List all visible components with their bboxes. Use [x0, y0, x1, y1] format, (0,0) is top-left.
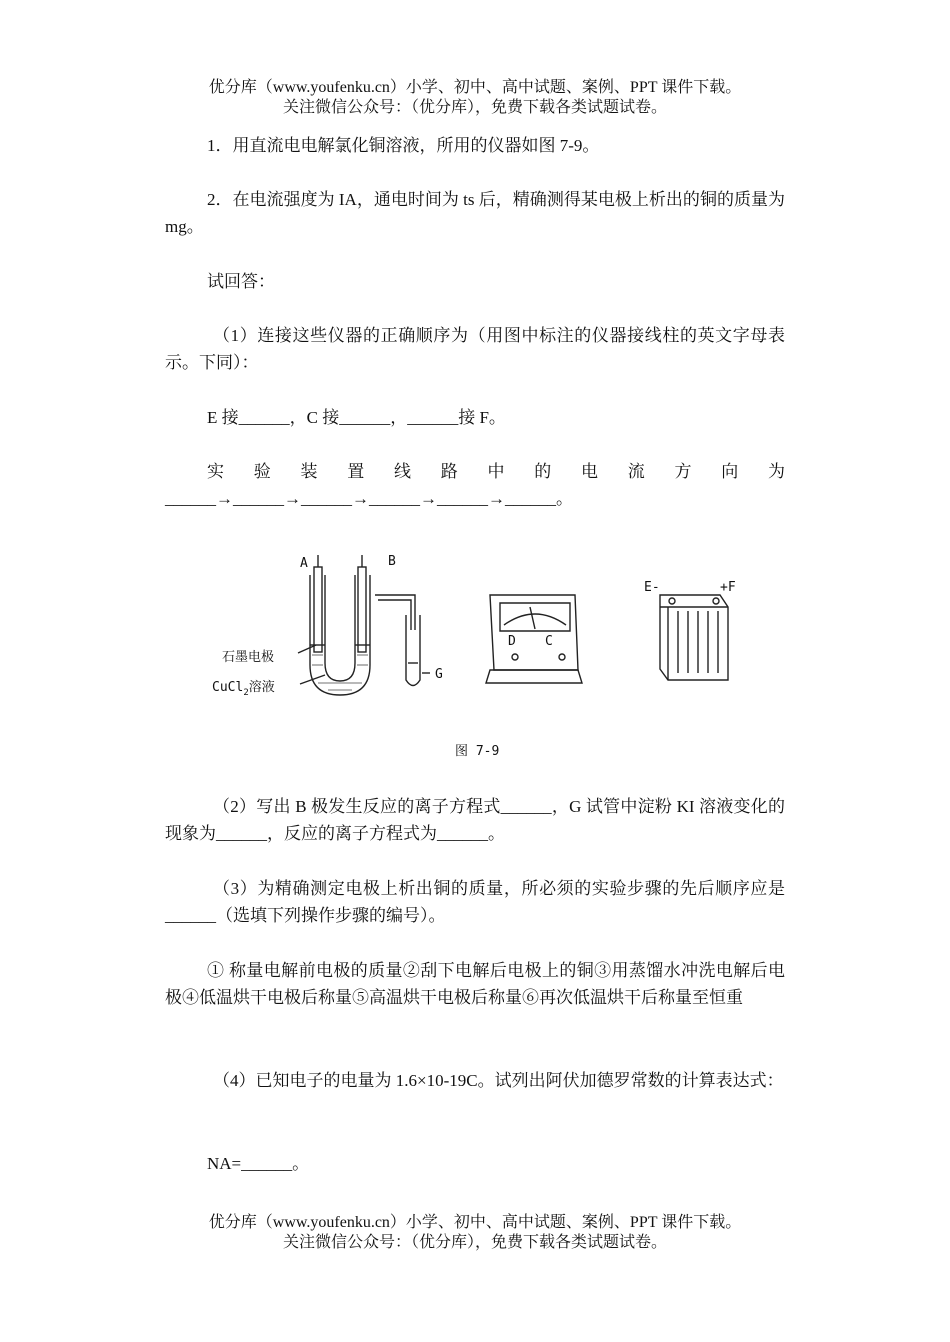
question-3: （3）为精确测定电极上析出铜的质量，所必须的实验步骤的先后顺序应是______（选填下列操作步骤的编号）。: [165, 879, 785, 925]
label-e: E-: [644, 580, 660, 595]
u-tube-inner: [325, 575, 355, 681]
label-b: B: [388, 554, 396, 569]
header-line-1: 优分库（www.youfenku.cn）小学、初中、高中试题、案例、PPT 课件下载。: [208, 79, 742, 96]
footer-line-1: 优分库（www.youfenku.cn）小学、初中、高中试题、案例、PPT 课件下载。: [208, 1214, 742, 1231]
paragraph-2: 2．在电流强度为 IA，通电时间为 ts 后，精确测得某电极上析出的铜的质量为 mg。: [165, 190, 785, 236]
label-d: D: [508, 634, 516, 649]
label-cucl2-subscript: 2: [243, 688, 249, 698]
label-solution: 溶液: [248, 680, 275, 695]
label-f: +F: [720, 580, 736, 595]
question-4-blank: NA=______。: [207, 1154, 310, 1173]
question-1: （1）连接这些仪器的正确顺序为（用图中标注的仪器接线柱的英文字母表示。下同）：: [165, 326, 785, 372]
figure-7-9: [200, 545, 760, 765]
label-a: A: [300, 556, 308, 571]
label-graphite-electrode: 石墨电极: [222, 650, 275, 665]
question-1-blank-1: E 接______，C 接______，______接 F。: [207, 408, 506, 427]
figure-caption: 图 7-9: [455, 744, 500, 759]
question-3-steps: ① 称量电解前电极的质量②刮下电解后电极上的铜③用蒸馏水冲洗电解后电极④低温烘干电极后称量⑤高温烘干电极后称量⑥再次低温烘干后称量至恒重: [165, 961, 785, 1007]
footer-line-2: 关注微信公众号：（优分库），免费下载各类试题试卷。: [282, 1234, 667, 1251]
paragraph-3: 试回答：: [207, 272, 275, 291]
label-g: G: [435, 667, 443, 682]
label-cucl2: [212, 679, 275, 698]
question-2: （2）写出 B 极发生反应的离子方程式______，G 试管中淀粉 KI 溶液变化的现象为______，反应的离子方程式为______。: [165, 797, 785, 843]
paragraph-1: 1．用直流电电解氯化铜溶液，所用的仪器如图 7-9。: [207, 136, 600, 155]
header-line-2: 关注微信公众号：（优分库），免费下载各类试题试卷。: [282, 99, 667, 116]
question-1-blank-2: 实验装置线路中的电流方向为______→______→______→______→______→______。: [165, 462, 785, 508]
label-c: C: [545, 634, 553, 649]
question-4: （4）已知电子的电量为 1.6×10-19C。试列出阿伏加德罗常数的计算表达式：: [213, 1071, 784, 1090]
label-cucl2-formula: CuCl: [212, 680, 244, 695]
